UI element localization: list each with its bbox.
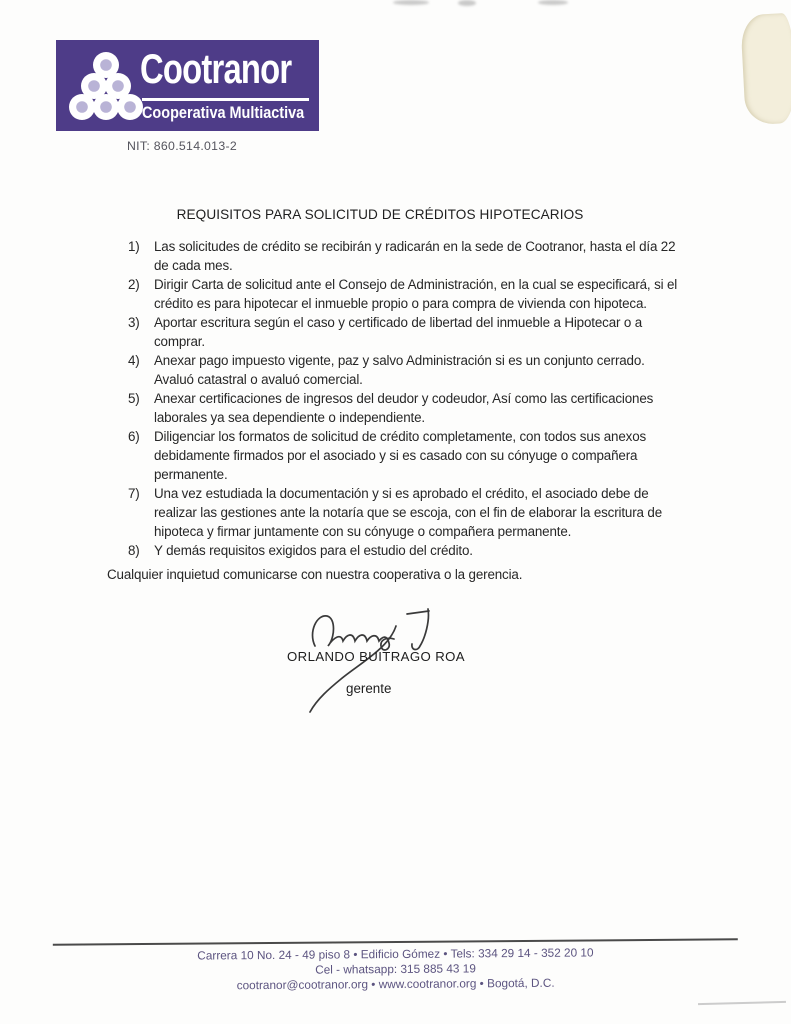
signer-name: ORLANDO BUITRAGO ROA [287, 649, 465, 664]
footer-web-line: cootranor@cootranor.org • www.cootranor.org • Bogotá, D.C. [236, 976, 555, 993]
requirements-list [128, 237, 684, 560]
cootranor-logo [56, 40, 319, 131]
item-number: 5) [128, 391, 140, 406]
document-title: REQUISITOS PARA SOLICITUD DE CRÉDITOS HIPOTECARIOS [176, 207, 584, 222]
list-item [128, 484, 684, 541]
scan-smudge [393, 0, 429, 5]
item-text: Diligenciar los formatos de solicitud de crédito completamente, con todos sus anexos debidamente firmados por el asociado y si es casado con su cónyuge o compañera permanente. [154, 429, 647, 482]
item-number: 8) [128, 543, 140, 558]
item-number: 7) [128, 486, 140, 501]
logo-brand-text: Cootranor [140, 45, 292, 92]
list-item [128, 351, 684, 389]
item-number: 3) [128, 315, 140, 330]
nit-number: NIT: 860.514.013-2 [127, 139, 237, 153]
closing-line: Cualquier inquietud comunicarse con nuestra cooperativa o la gerencia. [107, 567, 523, 582]
item-number: 1) [128, 239, 140, 254]
item-number: 2) [128, 277, 140, 292]
item-text: Anexar certificaciones de ingresos del deudor y codeudor, Así como las certificaciones laborales ya sea dependiente o independiente. [154, 391, 654, 425]
paper-stain [740, 13, 791, 126]
item-text: Anexar pago impuesto vigente, paz y salvo Administración si es un conjunto cerrado. Avaluó catastral o avaluó comercial. [154, 353, 645, 387]
scan-artifact-line [698, 1001, 786, 1005]
list-item [128, 275, 684, 313]
list-item [128, 389, 684, 427]
footer-phone-line: Cel - whatsapp: 315 885 43 19 [315, 961, 476, 977]
list-item [128, 427, 684, 484]
logo-divider [142, 98, 309, 101]
logo-tagline: Cooperativa Multiactiva [142, 103, 305, 122]
scan-smudge [538, 0, 568, 5]
signer-title: gerente [346, 681, 392, 696]
list-item [128, 313, 684, 351]
footer [0, 938, 791, 996]
list-item [128, 237, 684, 275]
item-text: Una vez estudiada la documentación y si es aprobado el crédito, el asociado debe de realizar las gestiones ante la notaría que se escoja, con el fin de elaborar la escritura de hipoteca y firmar juntamente con su cónyuge o compañera permanente. [154, 486, 662, 539]
item-text: Y demás requisitos exigidos para el estudio del crédito. [154, 543, 473, 558]
item-text: Las solicitudes de crédito se recibirán y radicarán en la sede de Cootranor, hasta el día 22 de cada mes. [154, 239, 676, 273]
footer-address-line: Carrera 10 No. 24 - 49 piso 8 • Edificio Gómez • Tels: 334 29 14 - 352 20 10 [197, 945, 594, 963]
item-text: Dirigir Carta de solicitud ante el Consejo de Administración, en la cual se especificará, si el crédito es para hipotecar el inmueble propio o para compra de vivienda con hipoteca. [154, 277, 678, 311]
item-number: 6) [128, 429, 140, 444]
scan-smudge [458, 0, 476, 6]
logo-pyramid-icon [64, 49, 148, 125]
item-text: Aportar escritura según el caso y certificado de libertad del inmueble a Hipotecar o a comprar. [154, 315, 643, 349]
item-number: 4) [128, 353, 140, 368]
list-item [128, 541, 684, 560]
